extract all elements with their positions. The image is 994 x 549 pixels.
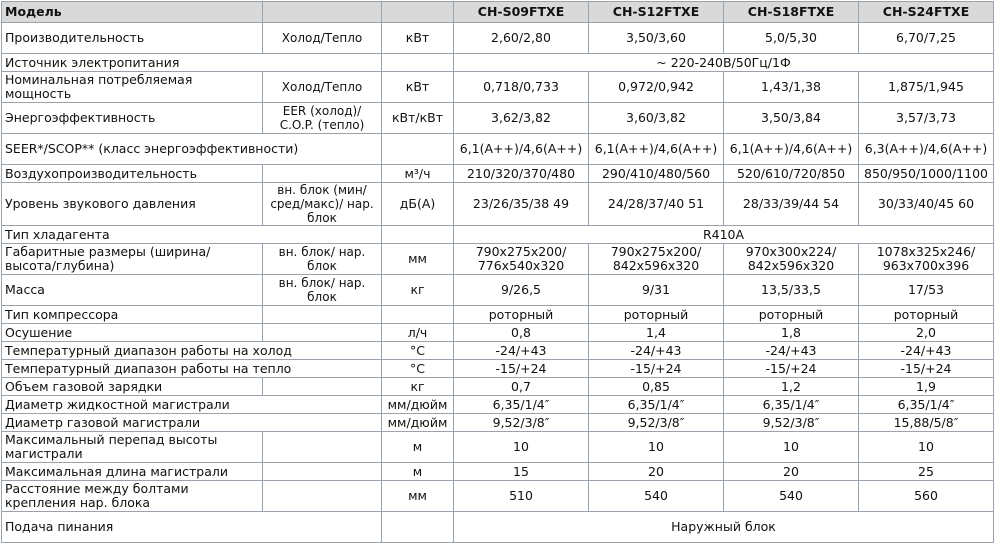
row-value-2: 3,60/3,82 [589, 103, 724, 134]
row-unit: мм/дюйм [382, 414, 454, 432]
row-value-2: 6,1(А++)/4,6(А++) [589, 134, 724, 165]
spec-table [1, 1, 994, 543]
row-span-value: ~ 220-240В/50Гц/1Ф [454, 54, 994, 72]
spec-row [2, 183, 994, 226]
row-value-2: роторный [589, 306, 724, 324]
row-value-3: 9,52/3/8″ [724, 414, 859, 432]
row-value-1: -24/+43 [454, 342, 589, 360]
row-unit: л/ч [382, 324, 454, 342]
row-label: SEER*/SCOP** (класс энергоэффективности) [2, 134, 382, 165]
row-sub [263, 463, 382, 481]
header-label: Модель [2, 2, 263, 23]
row-value-1: 15 [454, 463, 589, 481]
row-value-3: 6,35/1/4″ [724, 396, 859, 414]
row-value-2: 3,50/3,60 [589, 23, 724, 54]
row-sub [263, 324, 382, 342]
row-value-4: 1078x325x246/ 963x700x396 [859, 244, 994, 275]
row-span-value: R410A [454, 226, 994, 244]
spec-row [2, 512, 994, 543]
row-value-2: -24/+43 [589, 342, 724, 360]
spec-row [2, 244, 994, 275]
row-sub [263, 165, 382, 183]
row-value-2: 9,52/3/8″ [589, 414, 724, 432]
row-value-4: роторный [859, 306, 994, 324]
row-value-2: 290/410/480/560 [589, 165, 724, 183]
row-unit: дБ(А) [382, 183, 454, 226]
spec-row [2, 23, 994, 54]
row-label: Номинальная потребляемая мощность [2, 72, 263, 103]
row-unit: мм [382, 481, 454, 512]
row-unit [382, 54, 454, 72]
row-value-1: 3,62/3,82 [454, 103, 589, 134]
row-label: Расстояние между болтами крепления нар. блока [2, 481, 263, 512]
row-value-4: 6,70/7,25 [859, 23, 994, 54]
spec-row [2, 306, 994, 324]
row-value-3: 1,8 [724, 324, 859, 342]
spec-row [2, 481, 994, 512]
row-label: Производительность [2, 23, 263, 54]
spec-row [2, 378, 994, 396]
row-unit [382, 226, 454, 244]
row-value-2: 20 [589, 463, 724, 481]
row-sub [263, 306, 382, 324]
row-unit: м [382, 432, 454, 463]
row-sub: вн. блок (мин/сред/макс)/ нар. блок [263, 183, 382, 226]
row-unit [382, 134, 454, 165]
row-value-4: -15/+24 [859, 360, 994, 378]
spec-row [2, 396, 994, 414]
row-value-2: 24/28/37/40 51 [589, 183, 724, 226]
row-value-1: 10 [454, 432, 589, 463]
row-value-4: 17/53 [859, 275, 994, 306]
row-label: Диаметр газовой магистрали [2, 414, 382, 432]
row-value-3: -15/+24 [724, 360, 859, 378]
row-label: Габаритные размеры (ширина/высота/глубина) [2, 244, 263, 275]
row-label: Объем газовой зарядки [2, 378, 263, 396]
row-unit: мм/дюйм [382, 396, 454, 414]
row-sub: вн. блок/ нар. блок [263, 244, 382, 275]
row-value-3: 28/33/39/44 54 [724, 183, 859, 226]
row-sub [263, 481, 382, 512]
row-value-4: 3,57/3,73 [859, 103, 994, 134]
row-unit: м³/ч [382, 165, 454, 183]
row-unit [382, 512, 454, 543]
spec-row [2, 414, 994, 432]
row-unit: кВт [382, 72, 454, 103]
row-sub: вн. блок/ нар. блок [263, 275, 382, 306]
model-1: CH-S09FTXE [454, 2, 589, 23]
row-value-2: 1,4 [589, 324, 724, 342]
row-value-3: 6,1(А++)/4,6(А++) [724, 134, 859, 165]
row-value-4: 2,0 [859, 324, 994, 342]
header-sub [263, 2, 382, 23]
row-value-1: 23/26/35/38 49 [454, 183, 589, 226]
row-value-1: 6,1(А++)/4,6(А++) [454, 134, 589, 165]
row-value-3: 970x300x224/ 842x596x320 [724, 244, 859, 275]
row-value-1: 9/26,5 [454, 275, 589, 306]
row-value-1: -15/+24 [454, 360, 589, 378]
header-unit [382, 2, 454, 23]
row-unit: °С [382, 342, 454, 360]
model-2: CH-S12FTXE [589, 2, 724, 23]
spec-row [2, 275, 994, 306]
row-value-1: 210/320/370/480 [454, 165, 589, 183]
row-value-4: 1,875/1,945 [859, 72, 994, 103]
row-sub [263, 432, 382, 463]
row-label: Диаметр жидкостной магистрали [2, 396, 382, 414]
row-value-1: 0,718/0,733 [454, 72, 589, 103]
spec-row [2, 226, 994, 244]
spec-row [2, 342, 994, 360]
row-label: Температурный диапазон работы на холод [2, 342, 382, 360]
row-value-1: 0,7 [454, 378, 589, 396]
row-value-1: 510 [454, 481, 589, 512]
row-sub [263, 378, 382, 396]
row-label: Температурный диапазон работы на тепло [2, 360, 382, 378]
spec-row [2, 432, 994, 463]
row-label: Тип хладагента [2, 226, 382, 244]
row-sub: Холод/Тепло [263, 72, 382, 103]
row-value-4: 850/950/1000/1100 [859, 165, 994, 183]
spec-row [2, 72, 994, 103]
spec-row [2, 463, 994, 481]
row-value-3: 10 [724, 432, 859, 463]
row-value-1: 0,8 [454, 324, 589, 342]
row-value-4: 560 [859, 481, 994, 512]
spec-row [2, 134, 994, 165]
row-label: Максимальный перепад высоты магистрали [2, 432, 263, 463]
row-unit: кВт [382, 23, 454, 54]
spec-row [2, 165, 994, 183]
row-value-4: 6,3(А++)/4,6(А++) [859, 134, 994, 165]
row-label: Масса [2, 275, 263, 306]
row-value-4: 10 [859, 432, 994, 463]
spec-row [2, 103, 994, 134]
model-4: CH-S24FTXE [859, 2, 994, 23]
row-value-3: 5,0/5,30 [724, 23, 859, 54]
row-unit: кВт/кВт [382, 103, 454, 134]
row-value-1: роторный [454, 306, 589, 324]
row-value-2: -15/+24 [589, 360, 724, 378]
row-label: Максимальная длина магистрали [2, 463, 263, 481]
row-value-2: 790x275x200/ 842x596x320 [589, 244, 724, 275]
row-value-3: 13,5/33,5 [724, 275, 859, 306]
row-value-3: 20 [724, 463, 859, 481]
row-value-4: 1,9 [859, 378, 994, 396]
row-value-2: 6,35/1/4″ [589, 396, 724, 414]
row-value-3: -24/+43 [724, 342, 859, 360]
row-label: Подача пинания [2, 512, 382, 543]
row-label: Тип компрессора [2, 306, 263, 324]
row-unit [382, 306, 454, 324]
row-value-4: 6,35/1/4″ [859, 396, 994, 414]
row-value-3: 520/610/720/850 [724, 165, 859, 183]
row-unit: кг [382, 378, 454, 396]
row-unit: °С [382, 360, 454, 378]
row-unit: м [382, 463, 454, 481]
row-label: Источник электропитания [2, 54, 382, 72]
row-label: Энергоэффективность [2, 103, 263, 134]
spec-row [2, 360, 994, 378]
row-label: Уровень звукового давления [2, 183, 263, 226]
spec-row [2, 54, 994, 72]
header-row [2, 2, 994, 23]
row-value-2: 0,972/0,942 [589, 72, 724, 103]
row-unit: кг [382, 275, 454, 306]
row-value-2: 0,85 [589, 378, 724, 396]
row-value-2: 9/31 [589, 275, 724, 306]
row-value-4: 30/33/40/45 60 [859, 183, 994, 226]
row-value-1: 2,60/2,80 [454, 23, 589, 54]
row-span-value: Наружный блок [454, 512, 994, 543]
row-value-4: 25 [859, 463, 994, 481]
row-value-4: 15,88/5/8″ [859, 414, 994, 432]
spec-row [2, 324, 994, 342]
row-label: Воздухопроизводительность [2, 165, 263, 183]
model-3: CH-S18FTXE [724, 2, 859, 23]
row-value-3: 1,2 [724, 378, 859, 396]
row-value-3: 3,50/3,84 [724, 103, 859, 134]
row-value-2: 540 [589, 481, 724, 512]
row-value-2: 10 [589, 432, 724, 463]
row-value-1: 790x275x200/ 776x540x320 [454, 244, 589, 275]
row-value-4: -24/+43 [859, 342, 994, 360]
row-sub: Холод/Тепло [263, 23, 382, 54]
row-unit: мм [382, 244, 454, 275]
row-value-3: роторный [724, 306, 859, 324]
row-value-1: 9,52/3/8″ [454, 414, 589, 432]
row-value-3: 540 [724, 481, 859, 512]
row-value-3: 1,43/1,38 [724, 72, 859, 103]
row-value-1: 6,35/1/4″ [454, 396, 589, 414]
row-sub: EER (холод)/ C.O.P. (тепло) [263, 103, 382, 134]
row-label: Осушение [2, 324, 263, 342]
